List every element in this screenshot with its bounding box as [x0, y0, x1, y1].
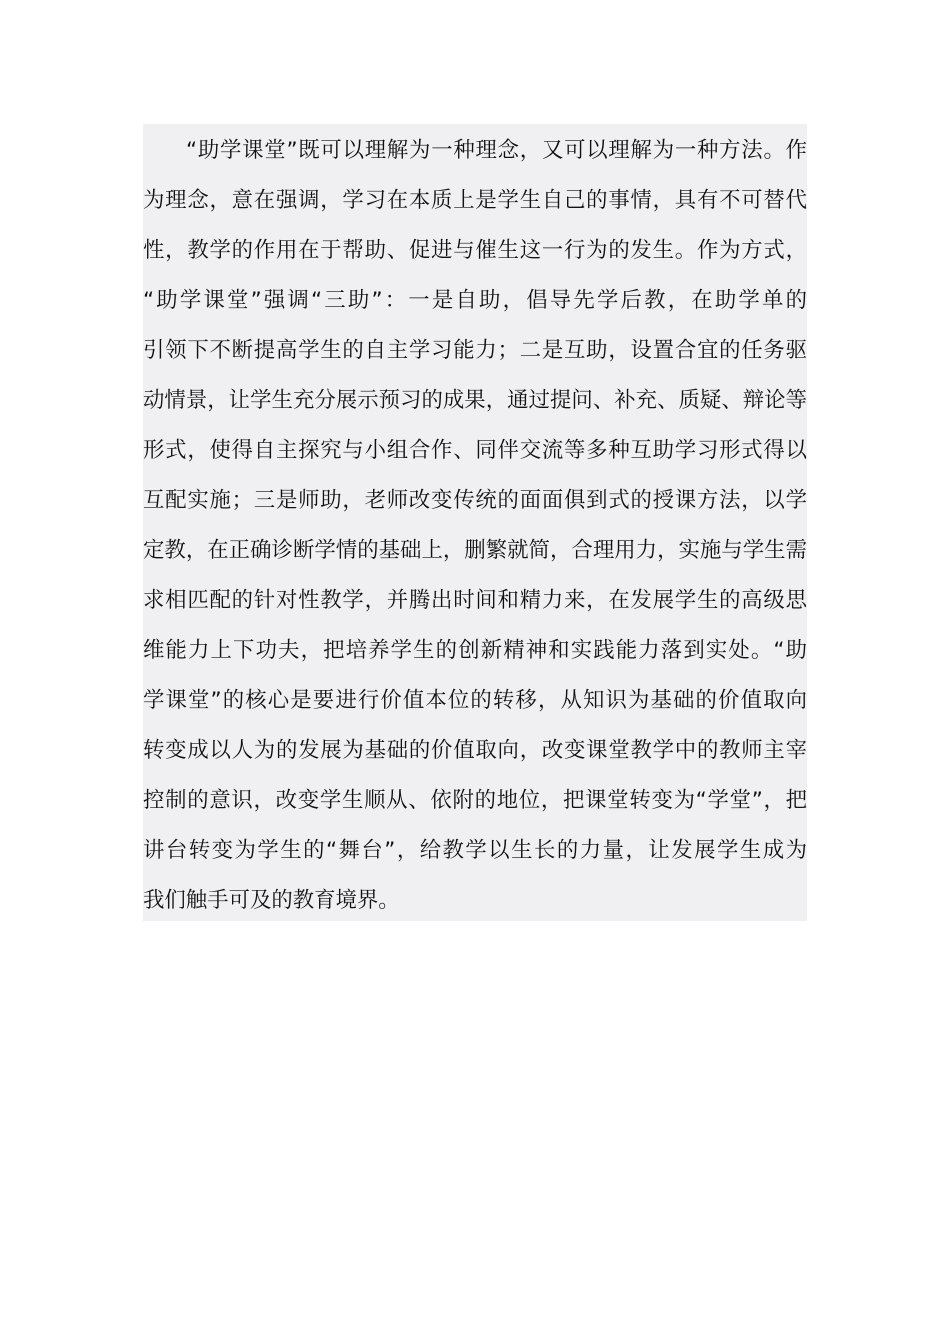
- paragraph-line: 定教，在正确诊断学情的基础上，删繁就简，合理用力，实施与学生需: [143, 538, 807, 563]
- paragraph-line: 控制的意识，改变学生顺从、依附的地位，把课堂转变为“学堂”，把: [143, 788, 807, 813]
- paragraph-line: “助学课堂”强调“三助”：一是自助，倡导先学后教，在助学单的: [143, 288, 807, 313]
- paragraph-line: 形式，使得自主探究与小组合作、同伴交流等多种互助学习形式得以: [143, 438, 807, 463]
- paragraph-line: “助学课堂”既可以理解为一种理念，又可以理解为一种方法。作: [186, 138, 807, 163]
- paragraph-line: 学课堂”的核心是要进行价值本位的转移，从知识为基础的价值取向: [143, 688, 807, 713]
- paragraph-line: 引领下不断提高学生的自主学习能力；二是互助，设置合宜的任务驱: [143, 338, 807, 363]
- paragraph-line: 转变成以人为的发展为基础的价值取向，改变课堂教学中的教师主宰: [143, 738, 807, 763]
- paragraph-line: 动情景，让学生充分展示预习的成果，通过提问、补充、质疑、辩论等: [143, 388, 807, 413]
- paragraph-line: 为理念，意在强调，学习在本质上是学生自己的事情，具有不可替代: [143, 188, 807, 213]
- paragraph-line-last: 我们触手可及的教育境界。: [143, 888, 400, 913]
- paragraph-line: 维能力上下功夫，把培养学生的创新精神和实践能力落到实处。“助: [143, 638, 807, 663]
- paragraph-block: [143, 124, 807, 921]
- paragraph-line: 互配实施；三是师助，老师改变传统的面面俱到式的授课方法，以学: [143, 488, 807, 513]
- paragraph-line: 性，教学的作用在于帮助、促进与催生这一行为的发生。作为方式，: [143, 238, 807, 263]
- paragraph-line: 讲台转变为学生的“舞台”，给教学以生长的力量，让发展学生成为: [143, 838, 807, 863]
- paragraph-line: 求相匹配的针对性教学，并腾出时间和精力来，在发展学生的高级思: [143, 588, 807, 613]
